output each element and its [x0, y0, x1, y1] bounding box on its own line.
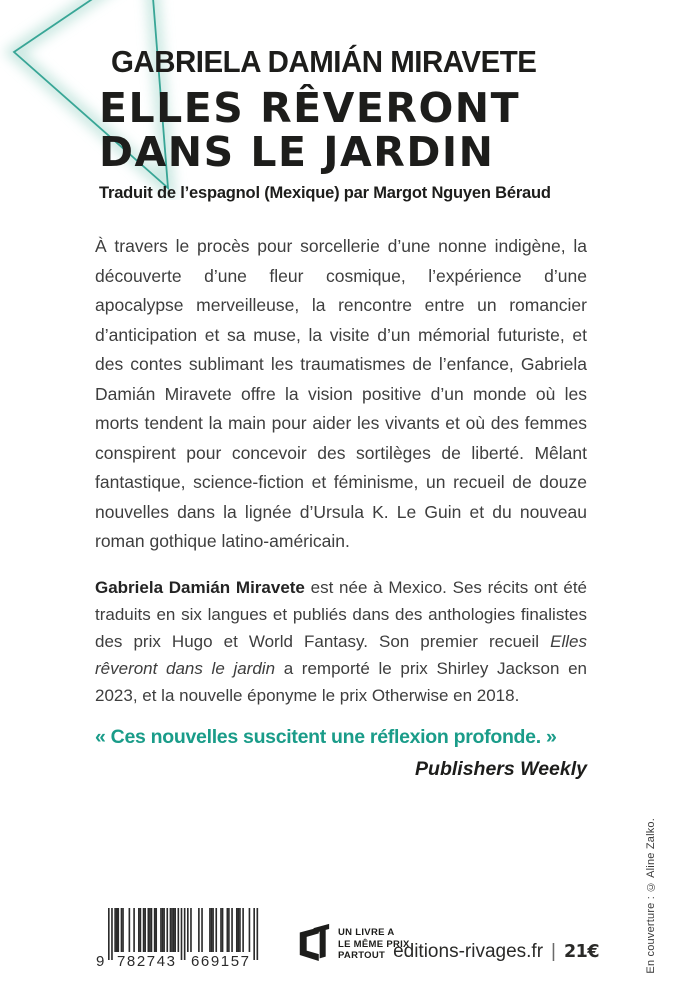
- barcode-digit-right: 669157: [191, 953, 249, 968]
- author-name: GABRIELA DAMIÁN MIRAVETE: [111, 44, 537, 79]
- book-title-line-2: DANS LE JARDIN: [99, 128, 495, 176]
- cover-credit: En couverture : © Aline Zalko.: [645, 818, 657, 974]
- book-price: 21€: [563, 942, 599, 962]
- price-logo: [292, 920, 410, 964]
- bio-book-title: Elles rêveront dans le jardin: [95, 631, 587, 678]
- barcode: [94, 906, 266, 968]
- barcode-digit-left: 782743: [117, 953, 175, 968]
- price-logo-line-1: UN LIVRE A: [338, 927, 395, 938]
- text-column: [95, 232, 587, 781]
- bio-text: est née à Mexico. Ses récits ont été traduits en six langues et publiés dans des anthologies finalistes des prix Hugo et World Fantasy. Son premier recueil: [95, 577, 587, 651]
- price-logo-line-2: LE MÊME PRIX: [338, 938, 410, 950]
- description-paragraph: À travers le procès pour sorcellerie d’une nonne indigène, la découverte d’une fleur cosmique, l’expérience d’une apocalypse merveilleuse, la rencontre entre un romancier d’anticipation et sa muse, la visite d’un mémorial futuriste, et des contes sublimant les traumatismes de l’enfance, Gabriela Damián Miravete offre la vision positive d’un monde où les morts tendent la main pour aider les vivants et où des femmes conspirent pour concevoir des sortilèges de liberté. Mêlant fantastique, science-fiction et féminisme, un recueil de douze nouvelles dans la lignée d’Ursula K. Le Guin et du nouveau roman gothique latino-américain.: [95, 236, 587, 551]
- translation-note: Traduit de l’espagnol (Mexique) par Margot Nguyen Béraud: [99, 184, 551, 202]
- review-quote: « Ces nouvelles suscitent une réflexion profonde. »: [95, 725, 557, 748]
- bio-author-name: Gabriela Damián Miravete: [95, 577, 305, 597]
- book-title-line-1: ELLES RÊVERONT: [99, 84, 521, 132]
- book-title: [99, 86, 619, 174]
- bio-paragraph: [95, 574, 587, 709]
- header: [99, 44, 619, 203]
- barcode-digit-first: 9: [96, 953, 105, 968]
- open-book-icon: [292, 920, 330, 964]
- price-separator: |: [551, 941, 556, 962]
- publisher-info: [393, 941, 599, 963]
- review-source: Publishers Weekly: [415, 757, 587, 780]
- price-logo-line-3: PARTOUT: [338, 950, 386, 961]
- barcode-svg: [94, 906, 266, 968]
- bio-text-end: a remporté le prix Shirley Jackson en 2023, et la nouvelle éponyme le prix Otherwise en 2018.: [95, 658, 587, 705]
- publisher-website: editions-rivages.fr: [393, 941, 544, 962]
